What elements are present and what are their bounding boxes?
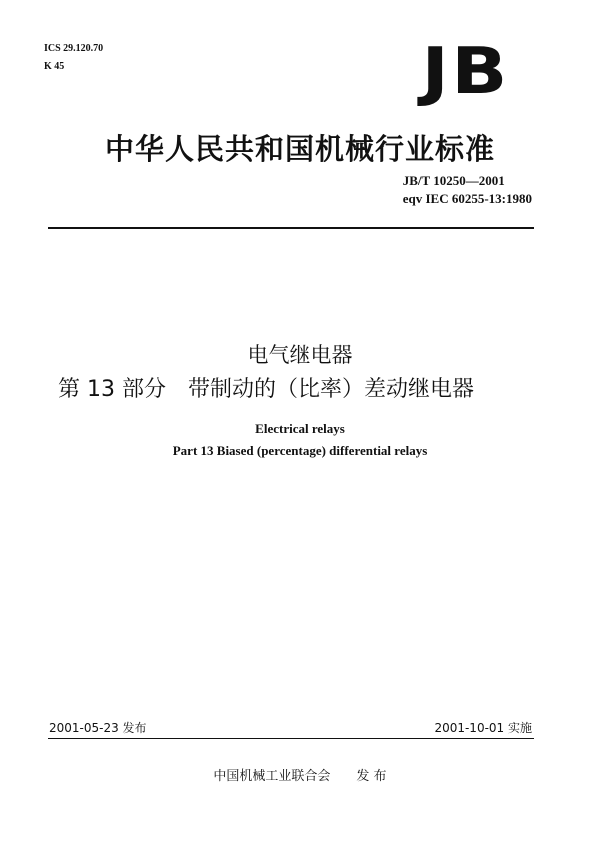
equivalent-standard: eqv IEC 60255-13:1980 [402, 191, 532, 206]
standard-code: JB/T 10250—2001 [402, 173, 505, 188]
title-en-line1: Electrical relays [255, 421, 345, 436]
publisher: 中国机械工业联合会 发 布 [213, 769, 387, 784]
classification-code: K 45 [44, 61, 65, 72]
ics-code: ICS 29.120.70 [44, 43, 104, 54]
standard-code-block [403, 172, 532, 208]
issue-date: 2001-05-23 发布 [49, 721, 147, 735]
title-en-line2: Part 13 Biased (percentage) differential relays [172, 443, 428, 458]
title-cn-line1: 电气继电器 [247, 343, 353, 367]
jb-logo: JB [421, 35, 510, 109]
title-cn-line2: 第 13 部分 带制动的（比率）差动继电器 [58, 377, 474, 402]
header-divider [48, 227, 534, 229]
implementation-date: 2001-10-01 实施 [434, 721, 532, 735]
footer-divider [48, 738, 534, 739]
standard-name: 中华人民共和国机械行业标准 [104, 132, 495, 166]
